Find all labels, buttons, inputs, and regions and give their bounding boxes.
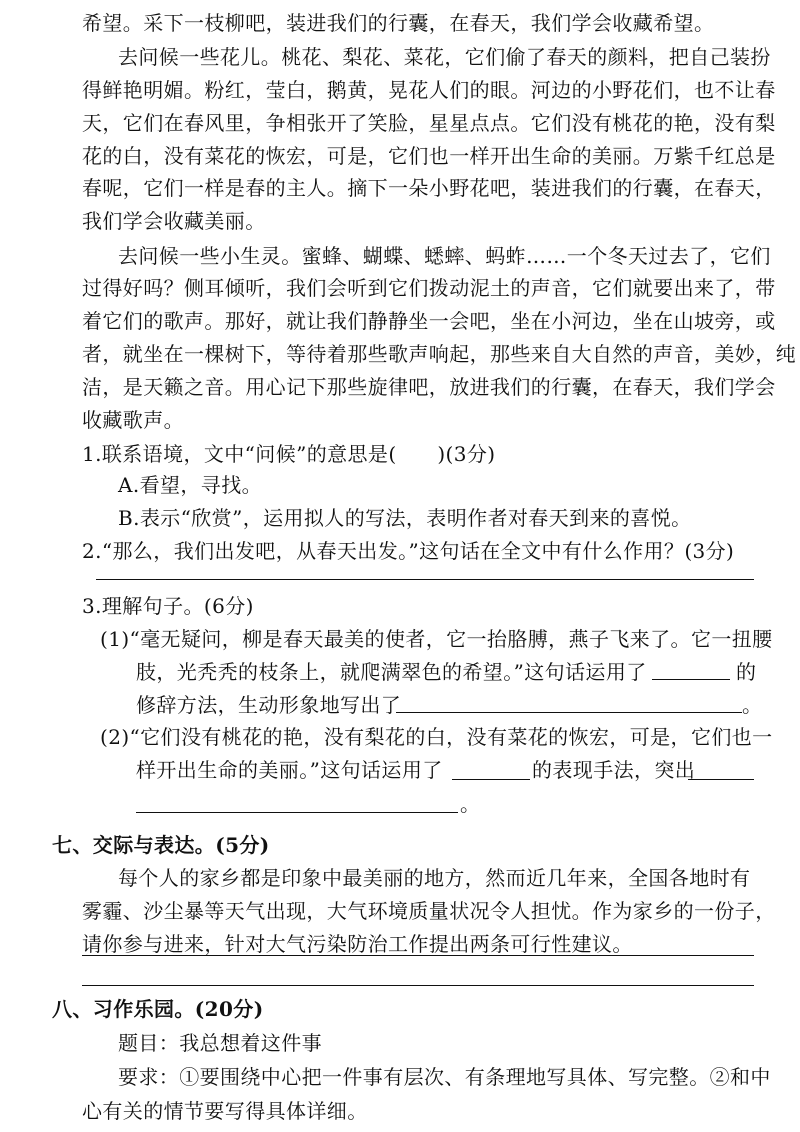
section7-answer-line-1[interactable] [82,955,754,956]
q3-s1-blank-1[interactable] [652,679,730,680]
section7-line-1: 每个人的家乡都是印象中最美丽的地方，然而近几年来，全国各地时有 [118,866,751,890]
q3-s1-line-3-tail: 。 [742,693,763,717]
q3-s1-line-2-tail: 的 [736,660,757,684]
passage-p2-line-4: 花的白，没有菜花的恢宏，可是，它们也一样开出生命的美丽。万紫千红总是 [82,144,776,168]
q3-s2-blank-2[interactable] [688,779,754,780]
q1-stem: 1.联系语境，文中“问候”的意思是( )(3分) [82,442,496,466]
passage-p2-line-3: 天，它们在春风里，争相张开了笑脸，星星点点。它们没有桃花的艳，没有梨 [82,111,776,135]
section7-line-2: 雾霾、沙尘暴等天气出现，大气环境质量状况令人担忧。作为家乡的一份子， [82,899,776,923]
q3-s2-blank-3[interactable] [136,812,458,813]
section8-requirement-line-1: 要求：①要围绕中心把一件事有层次、有条理地写具体、写完整。②和中 [118,1065,771,1089]
q2-stem: 2.“那么，我们出发吧，从春天出发。”这句话在全文中有什么作用？(3分) [82,539,735,563]
section7-title: 七、交际与表达。(5分) [52,833,270,857]
q1-option-a[interactable]: A.看望，寻找。 [118,473,263,497]
q3-s1-line-1: (1)“毫无疑问，柳是春天最美的使者，它一抬胳膊，燕子飞来了。它一扭腰 [100,627,773,651]
passage-p3-line-4: 者，就坐在一棵树下，等待着那些歌声响起，那些来自大自然的声音，美妙，纯 [82,342,796,366]
q1-option-b[interactable]: B.表示“欣赏”，运用拟人的写法，表明作者对春天到来的喜悦。 [118,506,692,530]
passage-p3-line-3: 着它们的歌声。那好，就让我们静静坐一会吧，坐在小河边，坐在山坡旁，或 [82,309,776,333]
q3-s2-line-2: 样开出生命的美丽。”这句话运用了 [136,758,443,782]
q3-s1-line-3: 修辞方法，生动形象地写出了 [136,693,402,717]
section8-topic: 题目：我总想着这件事 [118,1031,322,1055]
passage-p1-line-1: 希望。采下一枝柳吧，装进我们的行囊，在春天，我们学会收藏希望。 [82,11,715,35]
section7-answer-line-2[interactable] [82,985,754,986]
q2-answer-line[interactable] [96,579,754,580]
q3-s2-blank-1[interactable] [452,779,530,780]
passage-p2-line-5: 春呢，它们一样是春的主人。摘下一朵小野花吧，装进我们的行囊，在春天， [82,176,776,200]
q3-s1-blank-2[interactable] [396,712,742,713]
passage-p2-line-2: 得鲜艳明媚。粉红，莹白，鹅黄，晃花人们的眼。河边的小野花们，也不让春 [82,78,776,102]
section8-title: 八、习作乐园。(20分) [52,997,264,1021]
passage-p3-line-5: 洁，是天籁之音。用心记下那些旋律吧，放进我们的行囊，在春天，我们学会 [82,375,776,399]
section8-requirement-line-2: 心有关的情节要写得具体详细。 [82,1099,368,1123]
passage-p3-line-6: 收藏歌声。 [82,408,184,432]
passage-p3-line-1: 去问候一些小生灵。蜜蜂、蝴蝶、蟋蟀、蚂蚱……一个冬天过去了，它们 [118,244,771,268]
section7-line-3: 请你参与进来，针对大气污染防治工作提出两条可行性建议。 [82,932,633,956]
q3-s1-line-2: 肢，光秃秃的枝条上，就爬满翠色的希望。”这句话运用了 [136,660,647,684]
q3-s2-line-3-tail: 。 [460,792,481,816]
q3-stem: 3.理解句子。(6分) [82,594,254,618]
passage-p2-line-1: 去问候一些花儿。桃花、梨花、菜花，它们偷了春天的颜料，把自己装扮 [118,45,771,69]
q3-s2-line-1: (2)“它们没有桃花的艳，没有梨花的白，没有菜花的恢宏，可是，它们也一 [100,725,773,749]
q3-s2-line-2-mid: 的表现手法，突出 [532,758,696,782]
passage-p2-line-6: 我们学会收藏美丽。 [82,209,266,233]
passage-p3-line-2: 过得好吗？侧耳倾听，我们会听到它们拨动泥土的声音，它们就要出来了，带 [82,276,776,300]
